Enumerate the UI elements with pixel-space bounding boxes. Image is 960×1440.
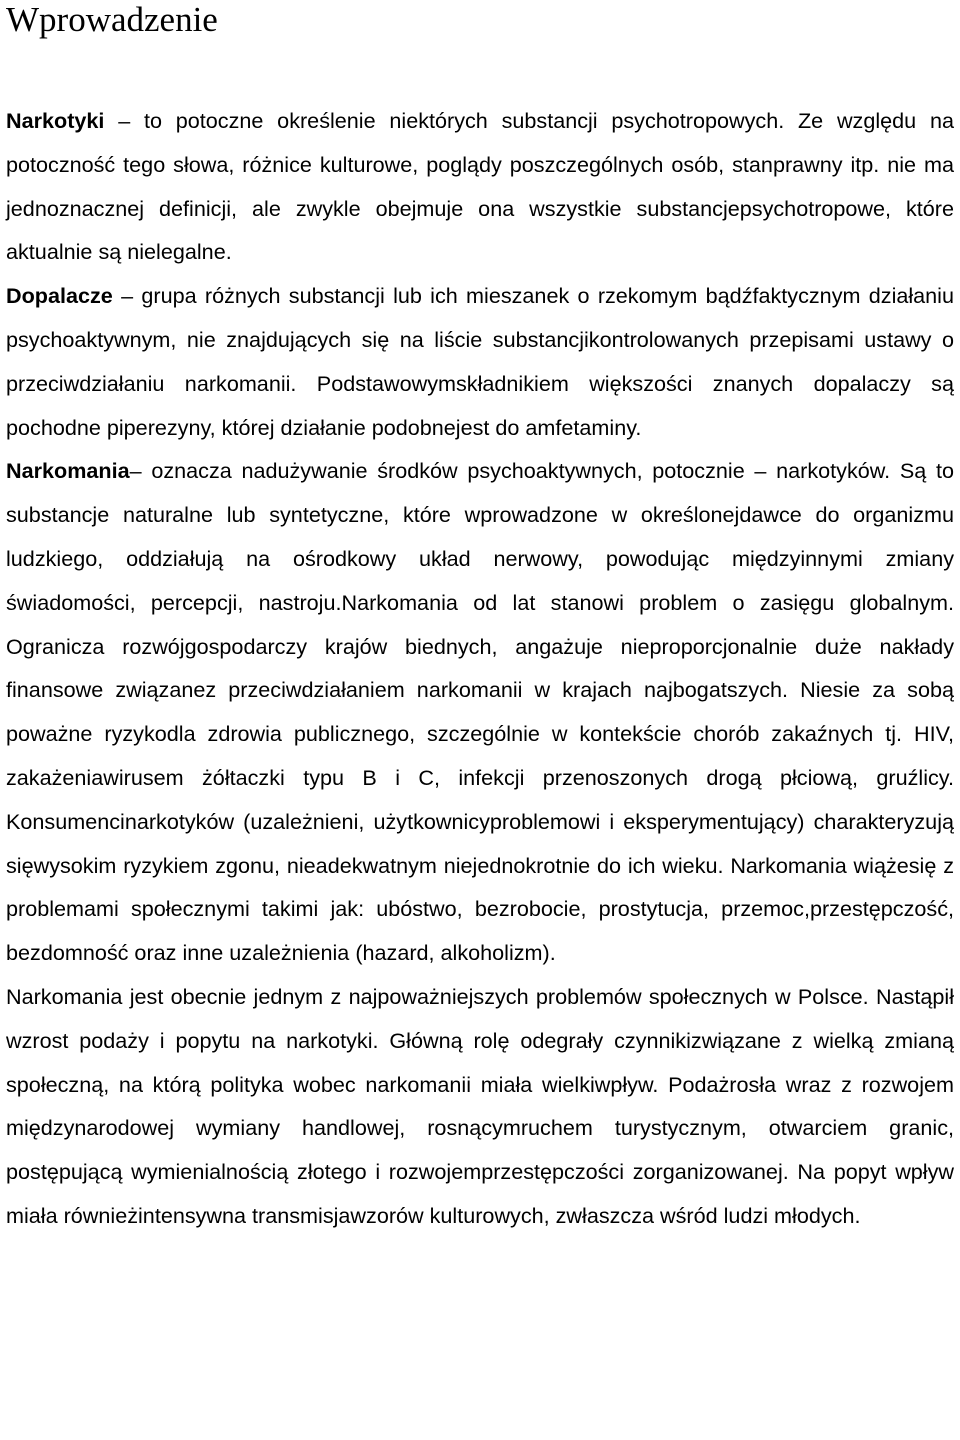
- term-dopalacze: Dopalacze: [6, 283, 113, 309]
- term-narkotyki: Narkotyki: [6, 108, 105, 133]
- definition-narkomania: – oznacza nadużywanie środków psychoaktywnych, potocznie – narkotyków. Są to substancje naturalne lub syntetyczne, które wprowadzone w określonejdawce do organizmu ludzkiego, oddziałują na ośrodkowy układ nerwowy, powodując międzyinnymi zmiany świadomości, percepcji, nastroju.Narkomania od lat stanowi problem o zasięgu globalnym. Ogranicza rozwójgospodarczy krajów biednych, angażuje nieproporcjonalnie duże nakłady finansowe związanez przeciwdziałaniem narkomanii w krajach najbogatszych. Niesie za sobą poważne ryzykodla zdrowia publicznego, szczególnie w kontekście chorób zakaźnych tj. HIV, zakażeniawirusem żółtaczki typu B i C, infekcji przenoszonych drogą płciową, gruźlicy. Konsumencinarkotyków (uzależnieni, użytkownicyproblemowi i eksperymentujący) charakteryzują sięwysokim ryzykiem zgonu, nieadekwatnym niejednokrotnie do ich wieku. Narkomania wiążesię z problemami społecznymi takimi jak: ubóstwo, bezrobocie, prostytucja, przemoc,przestępczość, bezdomność oraz inne uzależnienia (hazard, alkoholizm).: [6, 458, 954, 966]
- document-page: [6, 0, 954, 1238]
- document-body: [6, 99, 954, 1238]
- paragraph-narkotyki: [6, 99, 954, 274]
- definition-narkotyki: – to potoczne określenie niektórych substancji psychotropowych. Ze względu na potoczność tego słowa, różnice kulturowe, poglądy poszczególnych osób, stanprawny itp. nie ma jednoznacznej definicji, ale zwykle obejmuje ona wszystkie substancjepsychotropowe, które aktualnie są nielegalne.: [6, 108, 954, 265]
- definition-dopalacze: – grupa różnych substancji lub ich mieszanek o rzekomym bądźfaktycznym działaniu psychoaktywnym, nie znajdujących się na liście substancjikontrolowanych przepisami ustawy o przeciwdziałaniu narkomanii. Podstawowymskładnikiem większości znanych dopalaczy są pochodne piperezyny, której działanie podobnejest do amfetaminy.: [6, 283, 954, 440]
- paragraph-text: Narkomania jest obecnie jednym z najpoważniejszych problemów społecznych w Polsce. Nastąpił wzrost podaży i popytu na narkotyki. Główną rolę odegrały czynnikizwiązane z wielką zmianą społeczną, na którą polityka wobec narkomanii miała wielkiwpływ. Podażrosła wraz z rozwojem międzynarodowej wymiany handlowej, rosnącymruchem turystycznym, otwarciem granic, postępującą wymienialnością złotego i rozwojemprzestępczości zorganizowanej. Na popyt wpływ miała równieżintensywna transmisjawzorów kulturowych, zwłaszcza wśród ludzi młodych.: [6, 983, 954, 1228]
- term-narkomania: Narkomania: [6, 458, 130, 484]
- paragraph-dopalacze: [6, 274, 954, 449]
- paragraph-narkomania: [6, 449, 954, 975]
- page-title: Wprowadzenie: [6, 0, 218, 39]
- paragraph-narkomania-w-polsce: [6, 975, 954, 1238]
